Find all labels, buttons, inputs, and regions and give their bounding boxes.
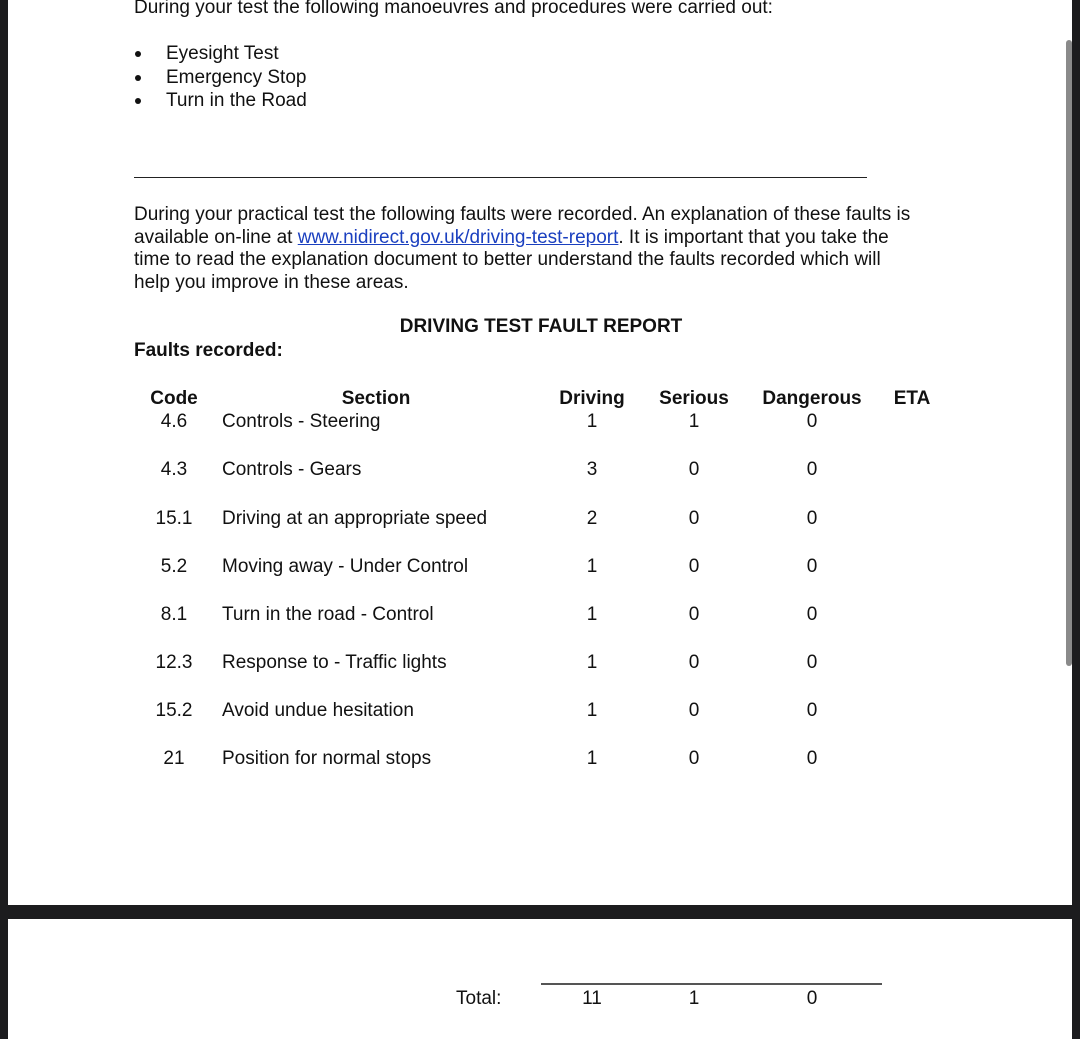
explanation-line-2 (134, 226, 889, 249)
explanation-line-3: time to read the explanation document to better understand the faults recorded which will (134, 249, 881, 270)
header-dangerous: Dangerous (762, 388, 862, 409)
row-dangerous: 0 (806, 604, 818, 625)
row-serious: 0 (688, 459, 700, 480)
row-serious: 0 (688, 652, 700, 673)
row-driving: 1 (586, 411, 598, 432)
row-driving: 3 (586, 459, 598, 480)
scrollbar[interactable] (1066, 40, 1072, 666)
row-section: Turn in the road - Control (222, 604, 434, 625)
faults-recorded-label: Faults recorded: (134, 340, 283, 361)
total-driving: 11 (582, 988, 602, 1009)
manoeuvre-item: Eyesight Test (166, 43, 279, 64)
row-code: 15.2 (155, 700, 193, 721)
row-section: Position for normal stops (222, 748, 432, 769)
header-section: Section (341, 388, 411, 409)
row-code: 12.3 (155, 652, 193, 673)
row-code: 8.1 (160, 604, 188, 625)
row-driving: 1 (586, 748, 598, 769)
row-section: Driving at an appropriate speed (222, 508, 488, 529)
row-section: Response to - Traffic lights (222, 652, 447, 673)
bullet-3 (135, 98, 141, 104)
row-code: 15.1 (155, 508, 193, 529)
document-page-1 (8, 0, 1072, 905)
explanation-line-2-prefix: available on-line at (134, 227, 298, 248)
total-serious: 1 (688, 988, 700, 1009)
row-section: Moving away - Under Control (222, 556, 469, 577)
row-code: 4.6 (160, 411, 188, 432)
manoeuvre-item: Emergency Stop (166, 67, 307, 88)
driving-test-report-link[interactable]: www.nidirect.gov.uk/driving-test-report (297, 227, 619, 248)
row-serious: 0 (688, 604, 700, 625)
row-driving: 1 (586, 556, 598, 577)
row-section: Avoid undue hesitation (222, 700, 414, 721)
row-section: Controls - Gears (222, 459, 362, 480)
row-dangerous: 0 (806, 652, 818, 673)
manoeuvre-item: Turn in the Road (166, 90, 307, 111)
row-serious: 0 (688, 556, 700, 577)
row-dangerous: 0 (806, 508, 818, 529)
row-section: Controls - Steering (222, 411, 381, 432)
total-rule (541, 983, 882, 985)
header-code: Code (150, 388, 198, 409)
row-serious: 1 (688, 411, 700, 432)
row-code: 21 (163, 748, 185, 769)
document-page-2 (8, 919, 1072, 1039)
total-label: Total: (456, 988, 502, 1009)
row-dangerous: 0 (806, 700, 818, 721)
row-driving: 1 (586, 604, 598, 625)
report-title: DRIVING TEST FAULT REPORT (399, 316, 683, 337)
row-dangerous: 0 (806, 748, 818, 769)
bullet-1 (135, 51, 141, 57)
explanation-line-1: During your practical test the following faults were recorded. An explanation of these faults is (134, 204, 911, 225)
explanation-line-4: help you improve in these areas. (134, 272, 409, 293)
manoeuvres-intro: During your test the following manoeuvres and procedures were carried out: (134, 0, 773, 18)
section-divider (134, 177, 867, 178)
row-serious: 0 (688, 748, 700, 769)
row-dangerous: 0 (806, 556, 818, 577)
row-serious: 0 (688, 508, 700, 529)
row-serious: 0 (688, 700, 700, 721)
header-serious: Serious (659, 388, 729, 409)
bullet-2 (135, 75, 141, 81)
row-dangerous: 0 (806, 411, 818, 432)
row-code: 4.3 (160, 459, 188, 480)
header-driving: Driving (559, 388, 625, 409)
row-driving: 1 (586, 652, 598, 673)
explanation-line-2-suffix: . It is important that you take the (618, 227, 889, 248)
row-code: 5.2 (160, 556, 188, 577)
row-driving: 2 (586, 508, 598, 529)
row-dangerous: 0 (806, 459, 818, 480)
row-driving: 1 (586, 700, 598, 721)
header-eta: ETA (893, 388, 931, 409)
total-dangerous: 0 (806, 988, 818, 1009)
